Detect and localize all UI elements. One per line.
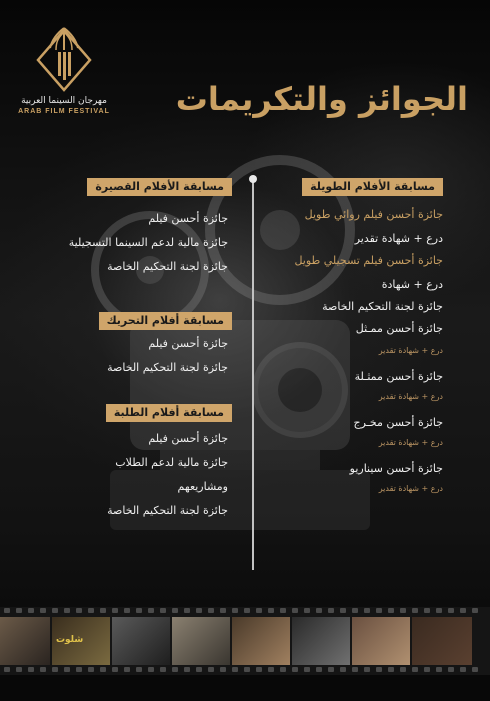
logo-english-name: ARAB FILM FESTIVAL bbox=[18, 108, 110, 115]
award-item: جائزة أحسن ممثـلة bbox=[354, 370, 443, 383]
film-frame bbox=[352, 617, 410, 665]
award-item: جائزة أحسن ممـثل bbox=[355, 322, 443, 335]
student-films-list bbox=[8, 432, 228, 528]
award-item: درع + شهادة تقدير bbox=[354, 232, 443, 245]
film-frame-caption: شلوت bbox=[56, 635, 84, 645]
page-title: الجوائز والتكريمات bbox=[175, 80, 468, 118]
award-prize-note: درع + شهادة تقدير bbox=[378, 346, 443, 355]
award-item: جائزة مالية لدعم الطلاب bbox=[115, 456, 228, 469]
award-item: جائزة أحسن فيلم تسجيلي طويل bbox=[294, 254, 443, 267]
divider-dot bbox=[249, 175, 257, 183]
award-item: جائزة أحسن فيلم bbox=[148, 212, 228, 225]
film-sprockets-top bbox=[0, 608, 490, 615]
short-films-list bbox=[8, 212, 228, 284]
short-films-heading: مسابقة الأفلام القصيرة bbox=[87, 178, 232, 196]
film-frame bbox=[0, 617, 50, 665]
film-frames bbox=[0, 617, 490, 665]
feature-films-list bbox=[243, 208, 443, 504]
award-item: ومشاريعهم bbox=[177, 480, 228, 493]
award-item: جائزة مالية لدعم السينما التسجيلية bbox=[68, 236, 228, 249]
film-frame bbox=[412, 617, 472, 665]
award-item: جائزة أحسن مخـرج bbox=[353, 416, 443, 429]
film-frame bbox=[232, 617, 290, 665]
festival-logo bbox=[18, 20, 110, 124]
award-prize-note: درع + شهادة تقدير bbox=[378, 484, 443, 493]
film-frame bbox=[172, 617, 230, 665]
award-item: جائزة أحسن فيلم bbox=[148, 432, 228, 445]
animation-films-list bbox=[8, 337, 228, 385]
logo-arabic-name: مهرجان السينما العربية bbox=[21, 96, 107, 106]
award-prize-note: درع + شهادة تقدير bbox=[378, 438, 443, 447]
award-prize-note: درع + شهادة تقدير bbox=[378, 392, 443, 401]
award-item: جائزة لجنة التحكيم الخاصة bbox=[322, 300, 443, 313]
bottom-band bbox=[0, 675, 490, 701]
award-item: جائزة أحسن فيلم bbox=[148, 337, 228, 350]
film-frame bbox=[292, 617, 350, 665]
film-strip bbox=[0, 607, 490, 675]
feature-films-heading: مسابقة الأفلام الطويلة bbox=[302, 178, 443, 196]
award-item: جائزة أحسن فيلم روائي طويل bbox=[304, 208, 443, 221]
film-frame bbox=[52, 617, 110, 665]
award-item: جائزة لجنة التحكيم الخاصة bbox=[107, 361, 228, 374]
award-item: جائزة أحسن سيناريو bbox=[349, 462, 443, 475]
award-item: جائزة لجنة التحكيم الخاصة bbox=[107, 504, 228, 517]
festival-emblem-icon bbox=[34, 20, 94, 92]
award-item: درع + شهادة bbox=[381, 278, 443, 291]
award-item: جائزة لجنة التحكيم الخاصة bbox=[107, 260, 228, 273]
film-frame bbox=[112, 617, 170, 665]
film-sprockets-bottom bbox=[0, 667, 490, 674]
student-films-heading: مسابقة أفلام الطلبة bbox=[106, 404, 232, 422]
animation-films-heading: مسابقة أفلام التحريك bbox=[99, 312, 232, 330]
